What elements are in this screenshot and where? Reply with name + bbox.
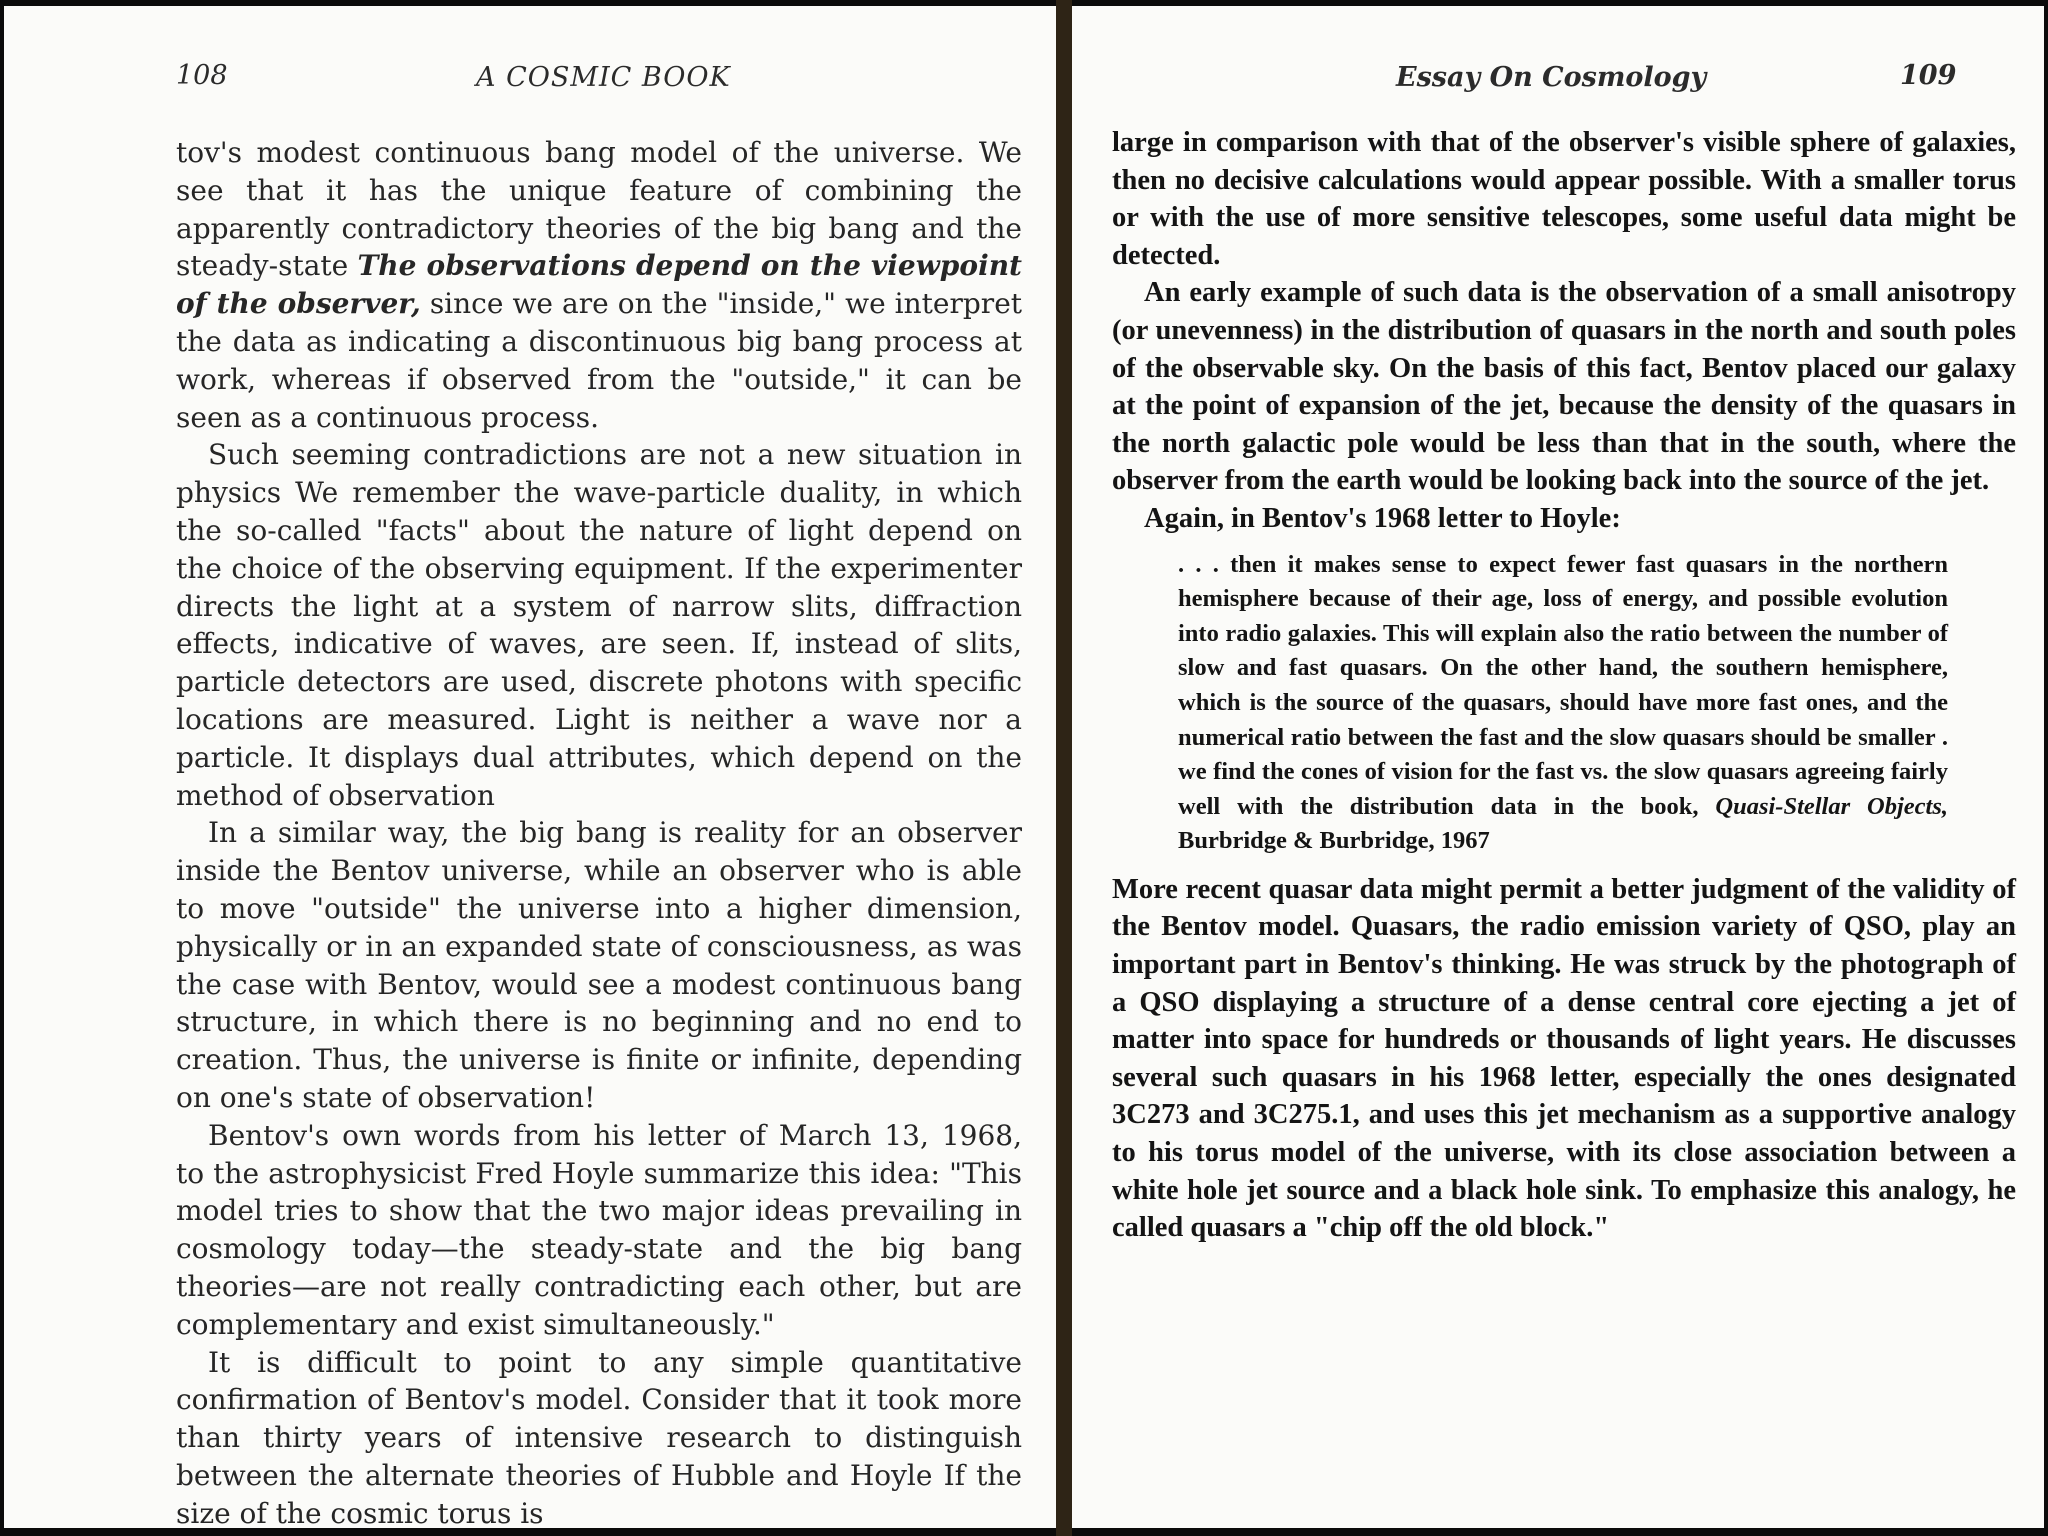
running-head: Essay On Cosmology <box>1396 62 1707 93</box>
paragraph-text: tov's modest continuous bang model of the universe. We see that it has the unique feature of combining the apparently contradictory theories of the big bang and the steady-state <box>176 136 1022 283</box>
book-gutter <box>1056 0 1072 1536</box>
paragraph <box>176 134 1022 436</box>
quote-text: . . . then it makes sense to expect fewer fast quasars in the northern hemisphere because of their age, loss of energy, and possible evolution into radio galaxies. This will explain also the ratio between the number of slow and fast quasars. On the other hand, the southern hemisphere, which is the source of the quasars, should have more fast ones, and the numerical ratio between the fast and the slow quasars should be smaller . we find the cones of vision for the fast vs. the slow quasars agreeing fairly well with the distribution data in the book, <box>1178 550 1948 820</box>
paragraph: Such seeming contradictions are not a new situation in physics We remember the wave-particle duality, in which the so-called "facts" about the nature of light depend on the choice of the observing equipment. If the experimenter directs the light at a system of narrow slits, diffraction effects, indicative of waves, are seen. If, instead of slits, particle detectors are used, discrete photons with specific locations are measured. Light is neither a wave nor a particle. It displays dual attributes, which depend on the method of observation <box>176 438 1022 812</box>
paragraph: large in comparison with that of the observer's visible sphere of galaxies, then no decisive calculations would appear possible. With a smaller torus or with the use of more sensitive telescopes, some useful data might be detected. <box>1112 127 2016 271</box>
paragraph: More recent quasar data might permit a better judgment of the validity of the Bentov model. Quasars, the radio emission variety of QSO, play an important part in Bentov's thinking. He was struck by the photograph of a QSO displaying a structure of a dense central core ejecting a jet of matter into space for hundreds or thousands of light years. He discusses several such quasars in his 1968 letter, especially the ones designated 3C273 and 3C275.1, and uses this jet mechanism as a supportive analogy to his torus model of the universe, with its close association between a white hole jet source and a black hole sink. To emphasize this analogy, he called quasars a "chip off the old block." <box>1112 873 2016 1244</box>
page-number: 109 <box>1900 60 1957 91</box>
left-body-text <box>176 134 1022 1532</box>
right-body-text <box>1112 124 2016 1247</box>
italic-phrase: The observations depend on the viewpoint of the observer, <box>176 249 1022 321</box>
right-page <box>1072 6 2044 1528</box>
paragraph: An early example of such data is the observation of a small anisotropy (or unevenness) in the distribution of quasars in the north and south poles of the observable sky. On the basis of this fact, Bentov placed our galaxy at the point of expansion of the jet, because the density of the quasars in the north galactic pole would be less than that in the south, where the observer from the earth would be looking back into the source of the jet. <box>1112 277 2016 497</box>
page-number: 108 <box>176 60 228 91</box>
paragraph: In a similar way, the big bang is reality for an observer inside the Bentov universe, while an observer who is able to move "outside" the universe into a higher dimension, physically or in an expanded state of consciousness, as was the case with Bentov, would see a modest continuous bang structure, in which there is no beginning and no end to creation. Thus, the universe is finite or infinite, depending on one's state of observation! <box>176 816 1022 1114</box>
paragraph: Bentov's own words from his letter of March 13, 1968, to the astrophysicist Fred Hoyle summarize this idea: "This model tries to show that the two major ideas prevailing in cosmology today—the steady-state and the big bang theories—are not really contradicting each other, but are complementary and exist simultaneously." <box>176 1118 1022 1341</box>
paragraph: Again, in Bentov's 1968 letter to Hoyle: <box>1144 502 1621 534</box>
left-page <box>4 6 1056 1528</box>
quote-source-title: Quasi-Stellar Objects, <box>1715 792 1948 820</box>
paragraph-text: since we are on the "inside," we interpret the data as indicating a discontinuous big bang process at work, whereas if observed from the "outside," it can be seen as a continuous process. <box>176 287 1023 434</box>
paragraph: It is difficult to point to any simple quantitative confirmation of Bentov's model. Consider that it took more than thirty years of intensive research to distinguish between the alternate theories of Hubble and Hoyle If the size of the cosmic torus is <box>176 1345 1022 1530</box>
block-quote <box>1178 548 1948 859</box>
quote-source: Burbridge & Burbridge, 1967 <box>1178 827 1490 855</box>
running-head: A COSMIC BOOK <box>476 62 731 93</box>
